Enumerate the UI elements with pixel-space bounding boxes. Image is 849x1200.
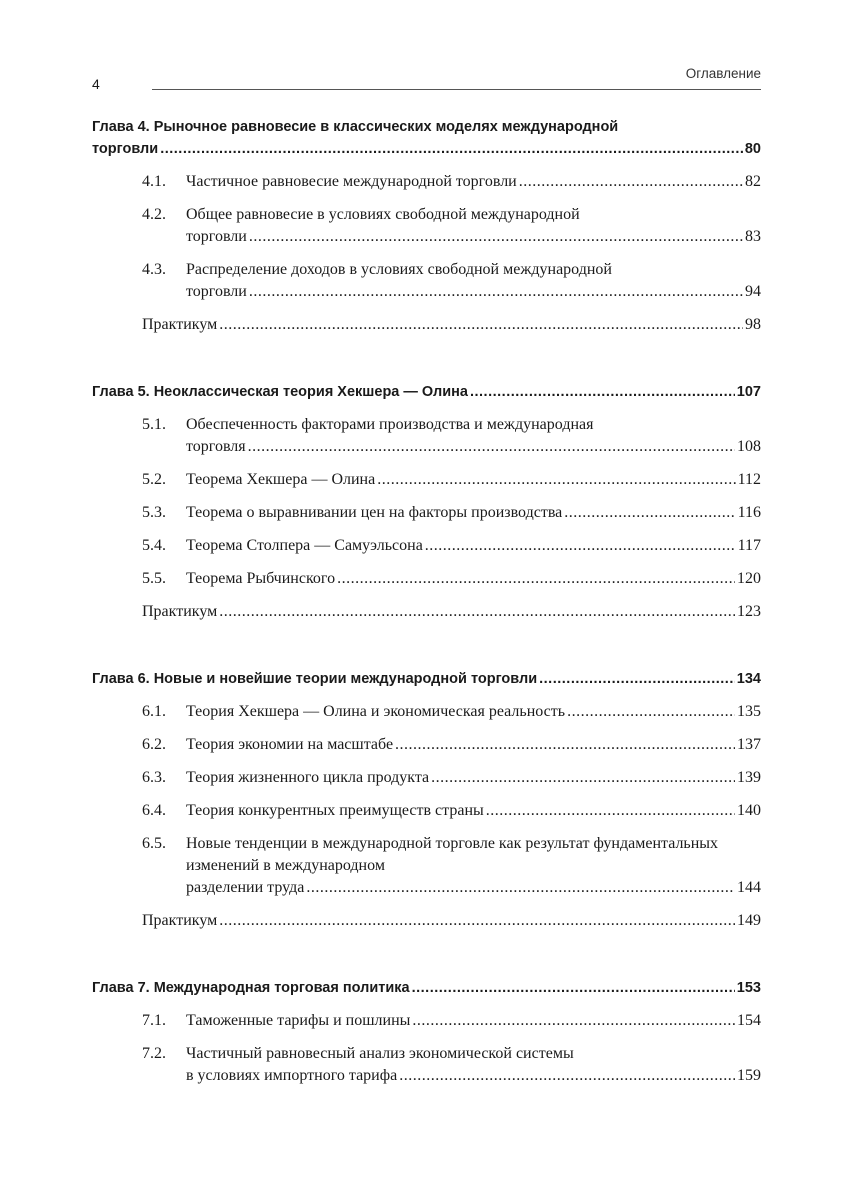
entry-body (142, 314, 761, 336)
section-number: 6.5. (142, 835, 166, 852)
entry-title: торговли (186, 228, 247, 245)
entry-page-number: 80 (744, 141, 761, 157)
entry-page-number: 139 (737, 769, 761, 786)
leader-dots (219, 601, 735, 623)
entry-page-number: 120 (737, 570, 761, 587)
entry-body (186, 535, 761, 557)
chapter-spacer (92, 932, 761, 977)
leader-dots (399, 1065, 735, 1087)
leader-dots (412, 977, 735, 999)
entry-title-lead: Обеспеченность факторами производства и международная (186, 416, 594, 433)
chapter-entry[interactable] (92, 116, 761, 160)
entry-title: торговли (92, 141, 159, 157)
entry-page-number: 140 (737, 802, 761, 819)
entry-body (186, 259, 761, 303)
section-entry[interactable] (92, 568, 761, 590)
entry-title: Практикум (142, 603, 218, 620)
leader-dots (519, 171, 743, 193)
entry-page-number: 153 (736, 980, 761, 996)
section-number: 7.2. (142, 1045, 166, 1062)
entry-title: разделении труда (186, 879, 305, 896)
entry-last-line (186, 281, 761, 303)
leader-dots (249, 281, 743, 303)
entry-title: Таможенные тарифы и пошлины (186, 1012, 411, 1029)
section-entry[interactable] (92, 767, 761, 789)
section-entry[interactable] (92, 833, 761, 899)
entry-page-number: 117 (737, 537, 761, 554)
entry-title: в условиях импортного тарифа (186, 1067, 398, 1084)
entry-last-line (186, 1065, 761, 1087)
entry-body (186, 171, 761, 193)
chapter-entry[interactable] (92, 381, 761, 403)
entry-title: Частичное равновесие международной торговли (186, 173, 517, 190)
entry-title: Практикум (142, 912, 218, 929)
entry-last-line (186, 734, 761, 756)
section-spacer (92, 789, 761, 800)
entry-title: торговли (186, 283, 247, 300)
header-rule (152, 89, 761, 90)
entry-title-lead: Глава 4. Рыночное равновесие в классических моделях международной (92, 119, 619, 135)
leader-dots (486, 800, 735, 822)
entry-page-number: 123 (737, 603, 761, 620)
section-spacer (92, 756, 761, 767)
section-entry[interactable] (92, 469, 761, 491)
section-number: 5.5. (142, 570, 166, 587)
practicum-entry[interactable] (92, 314, 761, 336)
section-spacer (92, 822, 761, 833)
entry-last-line (142, 314, 761, 336)
entry-title: Практикум (142, 316, 218, 333)
entry-body (186, 414, 761, 458)
practicum-entry[interactable] (92, 601, 761, 623)
entry-title: Теория конкурентных преимуществ страны (186, 802, 484, 819)
entry-page-number: 135 (737, 703, 761, 720)
entry-page-number: 144 (737, 879, 761, 896)
section-spacer (92, 524, 761, 535)
leader-dots (219, 314, 743, 336)
entry-page-number: 83 (745, 228, 761, 245)
entry-page-number: 154 (737, 1012, 761, 1029)
leader-dots (431, 767, 735, 789)
section-number: 6.4. (142, 802, 166, 819)
entry-last-line (186, 1010, 761, 1032)
entry-last-line (186, 701, 761, 723)
leader-dots (377, 469, 735, 491)
section-entry[interactable] (92, 204, 761, 248)
section-spacer (92, 723, 761, 734)
practicum-entry[interactable] (92, 910, 761, 932)
entry-last-line (186, 535, 761, 557)
entry-title: Теория Хекшера — Олина и экономическая реальность (186, 703, 566, 720)
section-spacer (92, 458, 761, 469)
entry-last-line (186, 767, 761, 789)
entry-last-line (186, 226, 761, 248)
table-of-contents (92, 116, 761, 1087)
section-number: 5.1. (142, 416, 166, 433)
entry-title: Теорема Хекшера — Олина (186, 471, 376, 488)
entry-title-lead: Общее равновесие в условиях свободной международной (186, 206, 580, 223)
section-spacer (92, 160, 761, 171)
leader-dots (248, 436, 735, 458)
entry-page-number: 116 (737, 504, 761, 521)
chapter-entry[interactable] (92, 977, 761, 999)
entry-body (186, 568, 761, 590)
entry-page-number: 112 (737, 471, 761, 488)
section-spacer (92, 899, 761, 910)
leader-dots (564, 502, 735, 524)
section-spacer (92, 248, 761, 259)
entry-body (92, 668, 761, 690)
entry-page-number: 94 (745, 283, 761, 300)
section-number: 7.1. (142, 1012, 166, 1029)
entry-page-number: 82 (745, 173, 761, 190)
section-spacer (92, 590, 761, 601)
entry-body (186, 833, 761, 899)
entry-last-line (186, 436, 761, 458)
leader-dots (160, 138, 743, 160)
entry-page-number: 137 (737, 736, 761, 753)
entry-title-lead: Частичный равновесный анализ экономической системы (186, 1045, 574, 1062)
section-entry[interactable] (92, 734, 761, 756)
entry-page-number: 149 (737, 912, 761, 929)
entry-last-line (186, 171, 761, 193)
section-entry[interactable] (92, 800, 761, 822)
leader-dots (219, 910, 735, 932)
section-spacer (92, 557, 761, 568)
entry-title-lead: Распределение доходов в условиях свободной международной (186, 261, 612, 278)
entry-body (92, 977, 761, 999)
entry-body (186, 469, 761, 491)
entry-body (142, 601, 761, 623)
section-number: 6.2. (142, 736, 166, 753)
section-entry[interactable] (92, 1010, 761, 1032)
chapter-entry[interactable] (92, 668, 761, 690)
leader-dots (425, 535, 736, 557)
entry-title: торговля (186, 438, 246, 455)
section-entry[interactable] (92, 502, 761, 524)
entry-page-number: 98 (745, 316, 761, 333)
entry-last-line (92, 138, 761, 160)
entry-last-line (92, 668, 761, 690)
entry-title: Теорема Рыбчинского (186, 570, 336, 587)
entry-page-number: 134 (736, 671, 761, 687)
section-number: 4.2. (142, 206, 166, 223)
entry-body (186, 800, 761, 822)
section-entry[interactable] (92, 1043, 761, 1087)
section-spacer (92, 303, 761, 314)
entry-body (186, 767, 761, 789)
section-number: 4.1. (142, 173, 166, 190)
section-number: 6.1. (142, 703, 166, 720)
entry-page-number: 107 (736, 384, 761, 400)
entry-last-line (186, 469, 761, 491)
entry-body (186, 701, 761, 723)
section-number: 5.3. (142, 504, 166, 521)
leader-dots (470, 381, 735, 403)
entry-body (92, 116, 761, 160)
entry-title: Глава 6. Новые и новейшие теории международной торговли (92, 671, 538, 687)
entry-last-line (186, 568, 761, 590)
entry-page-number: 159 (737, 1067, 761, 1084)
section-spacer (92, 491, 761, 502)
running-head: Оглавление (685, 66, 761, 81)
entry-last-line (92, 977, 761, 999)
section-number: 5.2. (142, 471, 166, 488)
entry-body (142, 910, 761, 932)
section-number: 4.3. (142, 261, 166, 278)
section-number: 6.3. (142, 769, 166, 786)
entry-title: Теорема Столпера — Самуэльсона (186, 537, 423, 554)
chapter-spacer (92, 336, 761, 381)
entry-title: Теория жизненного цикла продукта (186, 769, 430, 786)
entry-body (186, 204, 761, 248)
entry-body (92, 381, 761, 403)
section-entry[interactable] (92, 535, 761, 557)
entry-page-number: 108 (737, 438, 761, 455)
entry-last-line (186, 502, 761, 524)
entry-body (186, 1043, 761, 1087)
leader-dots (249, 226, 743, 248)
section-spacer (92, 999, 761, 1010)
entry-body (186, 734, 761, 756)
entry-body (186, 1010, 761, 1032)
entry-title: Глава 5. Неоклассическая теория Хекшера — Олина (92, 384, 468, 400)
leader-dots (337, 568, 735, 590)
section-entry[interactable] (92, 259, 761, 303)
leader-dots (306, 877, 735, 899)
entry-title: Теория экономии на масштабе (186, 736, 394, 753)
entry-title-lead: Новые тенденции в международной торговле как результат фундаментальных изменений в международном (186, 835, 719, 874)
entry-body (186, 502, 761, 524)
leader-dots (539, 668, 735, 690)
section-number: 5.4. (142, 537, 166, 554)
entry-last-line (142, 910, 761, 932)
leader-dots (567, 701, 735, 723)
section-spacer (92, 193, 761, 204)
entry-title: Глава 7. Международная торговая политика (92, 980, 410, 996)
entry-last-line (186, 877, 761, 899)
section-spacer (92, 1032, 761, 1043)
section-entry[interactable] (92, 701, 761, 723)
entry-last-line (142, 601, 761, 623)
section-spacer (92, 690, 761, 701)
entry-last-line (186, 800, 761, 822)
chapter-spacer (92, 623, 761, 668)
section-spacer (92, 403, 761, 414)
section-entry[interactable] (92, 171, 761, 193)
page-number: 4 (92, 76, 100, 92)
leader-dots (412, 1010, 735, 1032)
leader-dots (395, 734, 735, 756)
section-entry[interactable] (92, 414, 761, 458)
entry-title: Теорема о выравнивании цен на факторы производства (186, 504, 563, 521)
entry-last-line (92, 381, 761, 403)
